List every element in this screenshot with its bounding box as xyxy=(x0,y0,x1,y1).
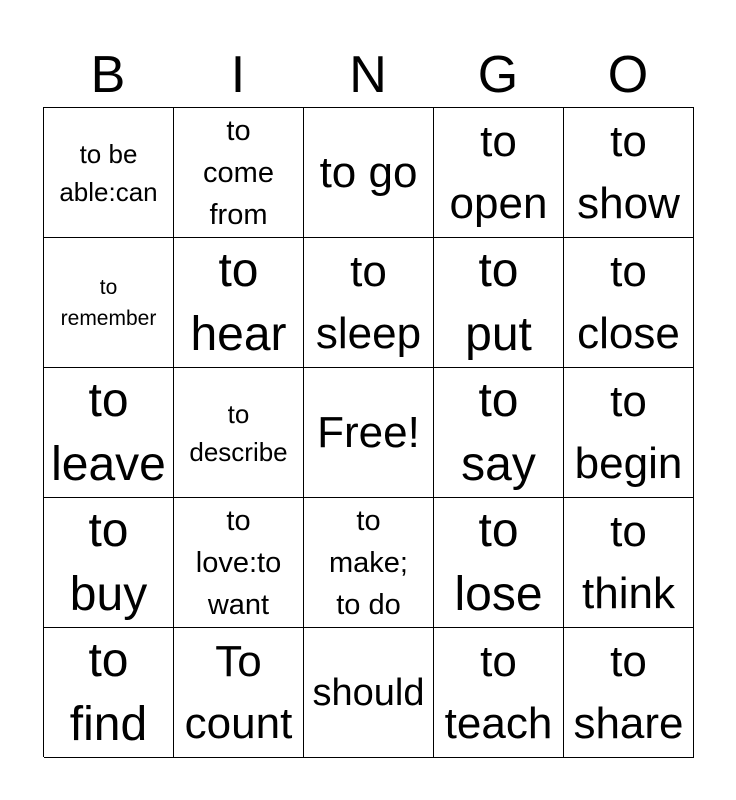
header-letter-n: N xyxy=(349,46,387,104)
bingo-cell[interactable]: to begin xyxy=(564,368,694,498)
bingo-cell[interactable]: to leave xyxy=(44,368,174,498)
header-letter-b: B xyxy=(90,46,126,104)
bingo-card-grid xyxy=(43,107,694,757)
bingo-cell[interactable]: to open xyxy=(434,108,564,238)
bingo-cell[interactable]: should xyxy=(304,628,434,758)
bingo-cell[interactable]: to close xyxy=(564,238,694,368)
bingo-header xyxy=(43,44,693,106)
bingo-cell[interactable]: to teach xyxy=(434,628,564,758)
bingo-cell[interactable]: to show xyxy=(564,108,694,238)
header-letter-i: I xyxy=(230,46,246,104)
bingo-cell[interactable]: to come from xyxy=(174,108,304,238)
bingo-cell[interactable]: to buy xyxy=(44,498,174,628)
bingo-cell[interactable]: to remember xyxy=(44,238,174,368)
bingo-cell[interactable]: To count xyxy=(174,628,304,758)
bingo-cell[interactable]: to say xyxy=(434,368,564,498)
bingo-cell[interactable]: to describe xyxy=(174,368,304,498)
bingo-cell[interactable]: Free! xyxy=(304,368,434,498)
bingo-cell[interactable]: to put xyxy=(434,238,564,368)
bingo-cell[interactable]: to sleep xyxy=(304,238,434,368)
bingo-cell[interactable]: to share xyxy=(564,628,694,758)
header-letter-o: O xyxy=(607,46,649,104)
bingo-cell[interactable]: to make; to do xyxy=(304,498,434,628)
bingo-cell[interactable]: to be able:can xyxy=(44,108,174,238)
bingo-cell[interactable]: to hear xyxy=(174,238,304,368)
bingo-cell[interactable]: to find xyxy=(44,628,174,758)
header-letter-g: G xyxy=(477,46,519,104)
bingo-cell[interactable]: to go xyxy=(304,108,434,238)
bingo-cell[interactable]: to love:to want xyxy=(174,498,304,628)
bingo-cell[interactable]: to lose xyxy=(434,498,564,628)
bingo-cell[interactable]: to think xyxy=(564,498,694,628)
